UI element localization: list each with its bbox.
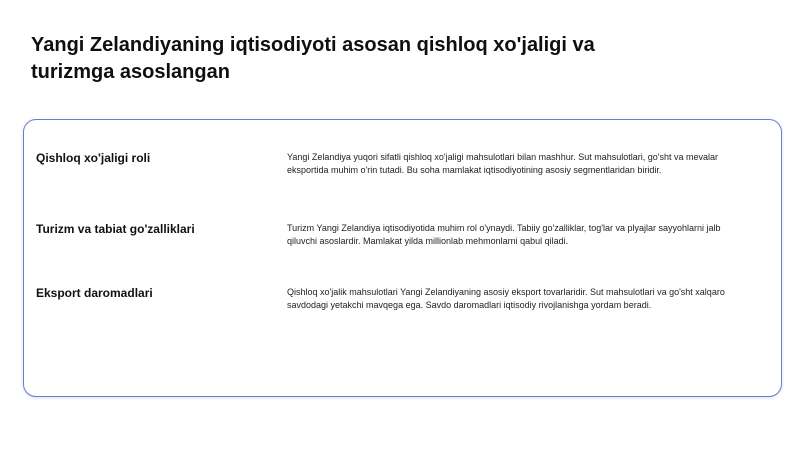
content-panel [23,119,782,397]
row-text: Turizm Yangi Zelandiya iqtisodiyotida muhim rol o'ynaydi. Tabiiy go'zalliklar, tog'lar va plyajlar sayyohlarni jalb qiluvchi asoslardir. Mamlakat yilda millionlab mehmonlarni qabul qiladi. [287,223,721,246]
row-text: Qishloq xo'jalik mahsulotlari Yangi Zelandiyaning asosiy eksport tovarlaridir. Sut mahsulotlari va go'sht xalqaro savdodagi yetakchi mavqega ega. Savdo daromadlari iqtisodiy rivojlanishga yordam beradi. [287,287,725,310]
slide-title: Yangi Zelandiyaning iqtisodiyoti asosan qishloq xo'jaligi va turizmga asoslangan [31,34,595,83]
row-heading: Turizm va tabiat go'zalliklari [36,222,195,236]
row-heading: Qishloq xo'jaligi roli [36,151,151,165]
row-text: Yangi Zelandiya yuqori sifatli qishloq xo'jaligi mahsulotlari bilan mashhur. Sut mahsulotlari, go'sht va mevalar eksportida muhim o'rin tutadi. Bu soha mamlakat iqtisodiyotining asosiy segmentlaridan biridir. [287,152,718,175]
row-heading: Eksport daromadlari [36,286,153,300]
